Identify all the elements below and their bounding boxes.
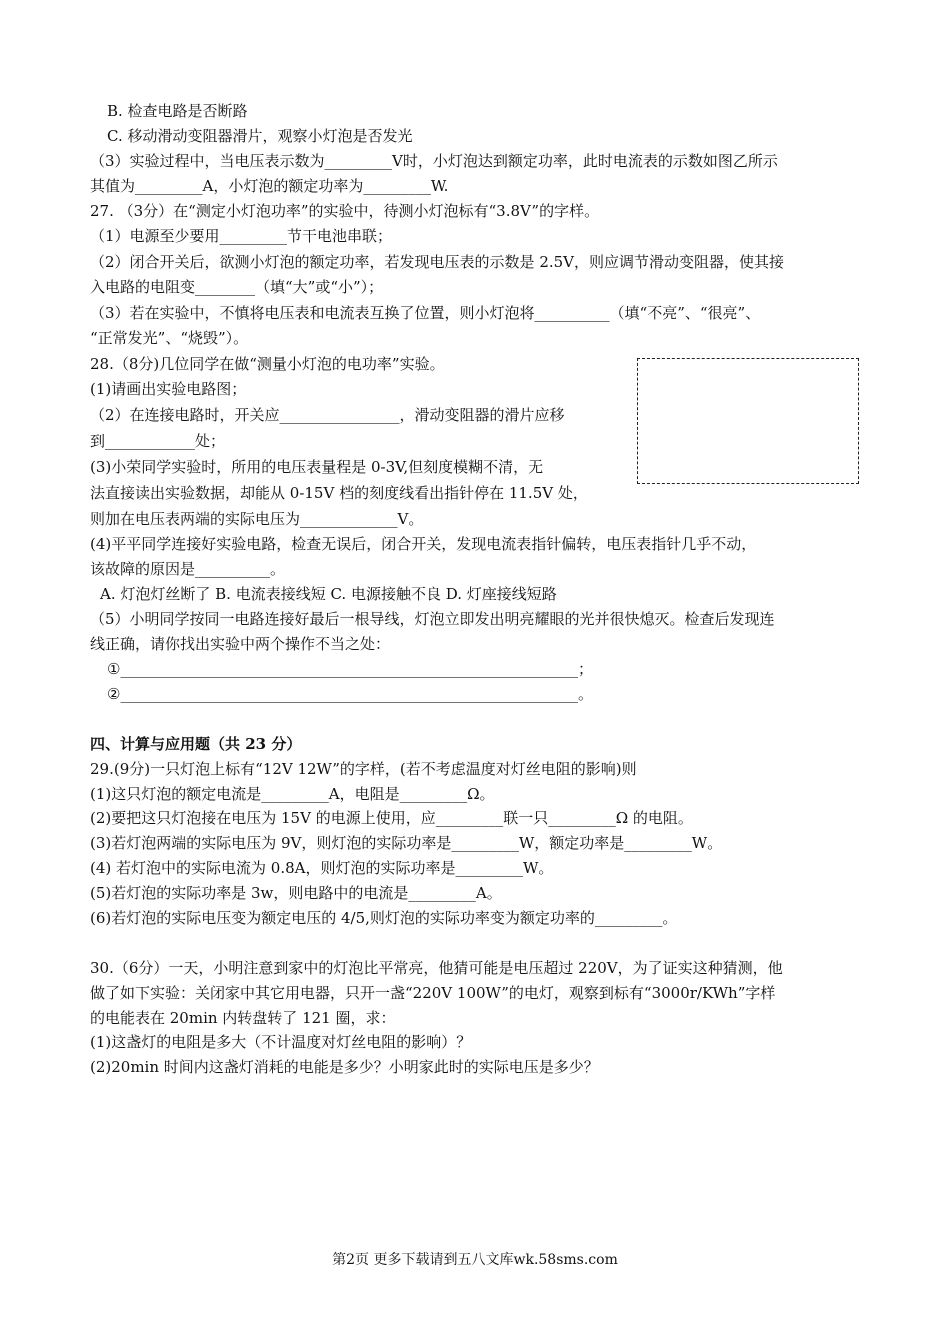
text-line: （3）实验过程中，当电压表示数为_________V时，小灯泡达到额定功率，此时电流表的示数如图乙所示 — [90, 152, 778, 170]
text-line: 到____________处； — [90, 432, 226, 450]
text-line: (5)若灯泡的实际功率是 3w，则电路中的电流是_________A。 — [90, 884, 502, 902]
text-line: 入电路的电阻变________（填“大”或“小”）； — [90, 278, 384, 296]
question-30-title: 30.（6分）一天，小明注意到家中的灯泡比平常亮，他猜可能是电压超过 220V，为了证实这种猜测，他 — [90, 959, 783, 977]
text-line: (6)若灯泡的实际电压变为额定电压的 4/5,则灯泡的实际功率变为额定功率的_________。 — [90, 909, 678, 927]
question-28-title: 28.（8分)几位同学在做“测量小灯泡的电功率”实验。 — [90, 355, 445, 373]
text-line: 则加在电压表两端的实际电压为_____________V。 — [90, 510, 424, 528]
text-line: （5）小明同学按同一电路连接好最后一根导线，灯泡立即发出明亮耀眼的光并很快熄灭。检查后发现连 — [90, 610, 775, 628]
text-line: (4) 若灯泡中的实际电流为 0.8A，则灯泡的实际功率是_________W。 — [90, 859, 554, 877]
text-line: 其值为_________A，小灯泡的额定功率为_________W. — [90, 177, 449, 195]
answer-blank-2: ②_____________________________________________________________。 — [107, 685, 593, 703]
text-line: (1)这盏灯的电阻是多大（不计温度对灯丝电阻的影响）？ — [90, 1033, 472, 1051]
text-line: C. 移动滑动变阻器滑片，观察小灯泡是否发光 — [107, 127, 413, 145]
text-line: (3)若灯泡两端的实际电压为 9V，则灯泡的实际功率是_________W，额定功率是_________W。 — [90, 834, 723, 852]
page-footer: 第2页 更多下载请到五八文库wk.58sms.com — [332, 1252, 618, 1268]
text-line: (4)平平同学连接好实验电路，检查无误后，闭合开关，发现电流表指针偏转，电压表指针几乎不动， — [90, 535, 757, 553]
answer-blank-1: ①_____________________________________________________________； — [107, 660, 593, 678]
text-line: B. 检查电路是否断路 — [107, 102, 248, 120]
question-27-title: 27. （3分）在“测定小灯泡功率”的实验中，待测小灯泡标有“3.8V”的字样。 — [90, 202, 600, 220]
text-line: (1)请画出实验电路图； — [90, 380, 247, 398]
text-line: （3）若在实验中，不慎将电压表和电流表互换了位置，则小灯泡将__________（填“不亮”、“很亮”、 — [90, 304, 761, 322]
text-line: (2)20min 时间内这盏灯消耗的电能是多少？小明家此时的实际电压是多少？ — [90, 1058, 599, 1076]
circuit-diagram-box — [637, 358, 859, 484]
text-line: 的电能表在 20min 内转盘转了 121 圈，求： — [90, 1009, 396, 1027]
text-line: （1）电源至少要用_________节干电池串联； — [90, 227, 393, 245]
section-heading: 四、计算与应用题（共 23 分） — [90, 735, 302, 753]
question-29-title: 29.(9分)一只灯泡上标有“12V 12W”的字样，(若不考虑温度对灯丝电阻的影响)则 — [90, 760, 637, 778]
text-line: 线正确，请你找出实验中两个操作不当之处： — [90, 635, 391, 653]
text-line: 法直接读出实验数据，却能从 0-15V 档的刻度线看出指针停在 11.5V 处， — [90, 484, 588, 502]
text-line: (1)这只灯泡的额定电流是_________A，电阻是_________Ω。 — [90, 785, 495, 803]
text-line: 做了如下实验：关闭家中其它用电器，只开一盏“220V 100W”的电灯，观察到标有“3000r/KWh”字样 — [90, 984, 776, 1002]
text-line: (3)小荣同学实验时，所用的电压表量程是 0-3V,但刻度模糊不清，无 — [90, 458, 544, 476]
answer-options: A. 灯泡灯丝断了 B. 电流表接线短 C. 电源接触不良 D. 灯座接线短路 — [100, 585, 557, 603]
text-line: （2）闭合开关后，欲测小灯泡的额定功率，若发现电压表的示数是 2.5V，则应调节滑动变阻器，使其接 — [90, 253, 785, 271]
text-line: （2）在连接电路时，开关应________________，滑动变阻器的滑片应移 — [90, 406, 565, 424]
text-line: 该故障的原因是__________。 — [90, 560, 286, 578]
text-line: “正常发光”、“烧毁”）。 — [90, 329, 249, 347]
text-line: (2)要把这只灯泡接在电压为 15V 的电源上使用，应_________联一只_________Ω 的电阻。 — [90, 809, 693, 827]
